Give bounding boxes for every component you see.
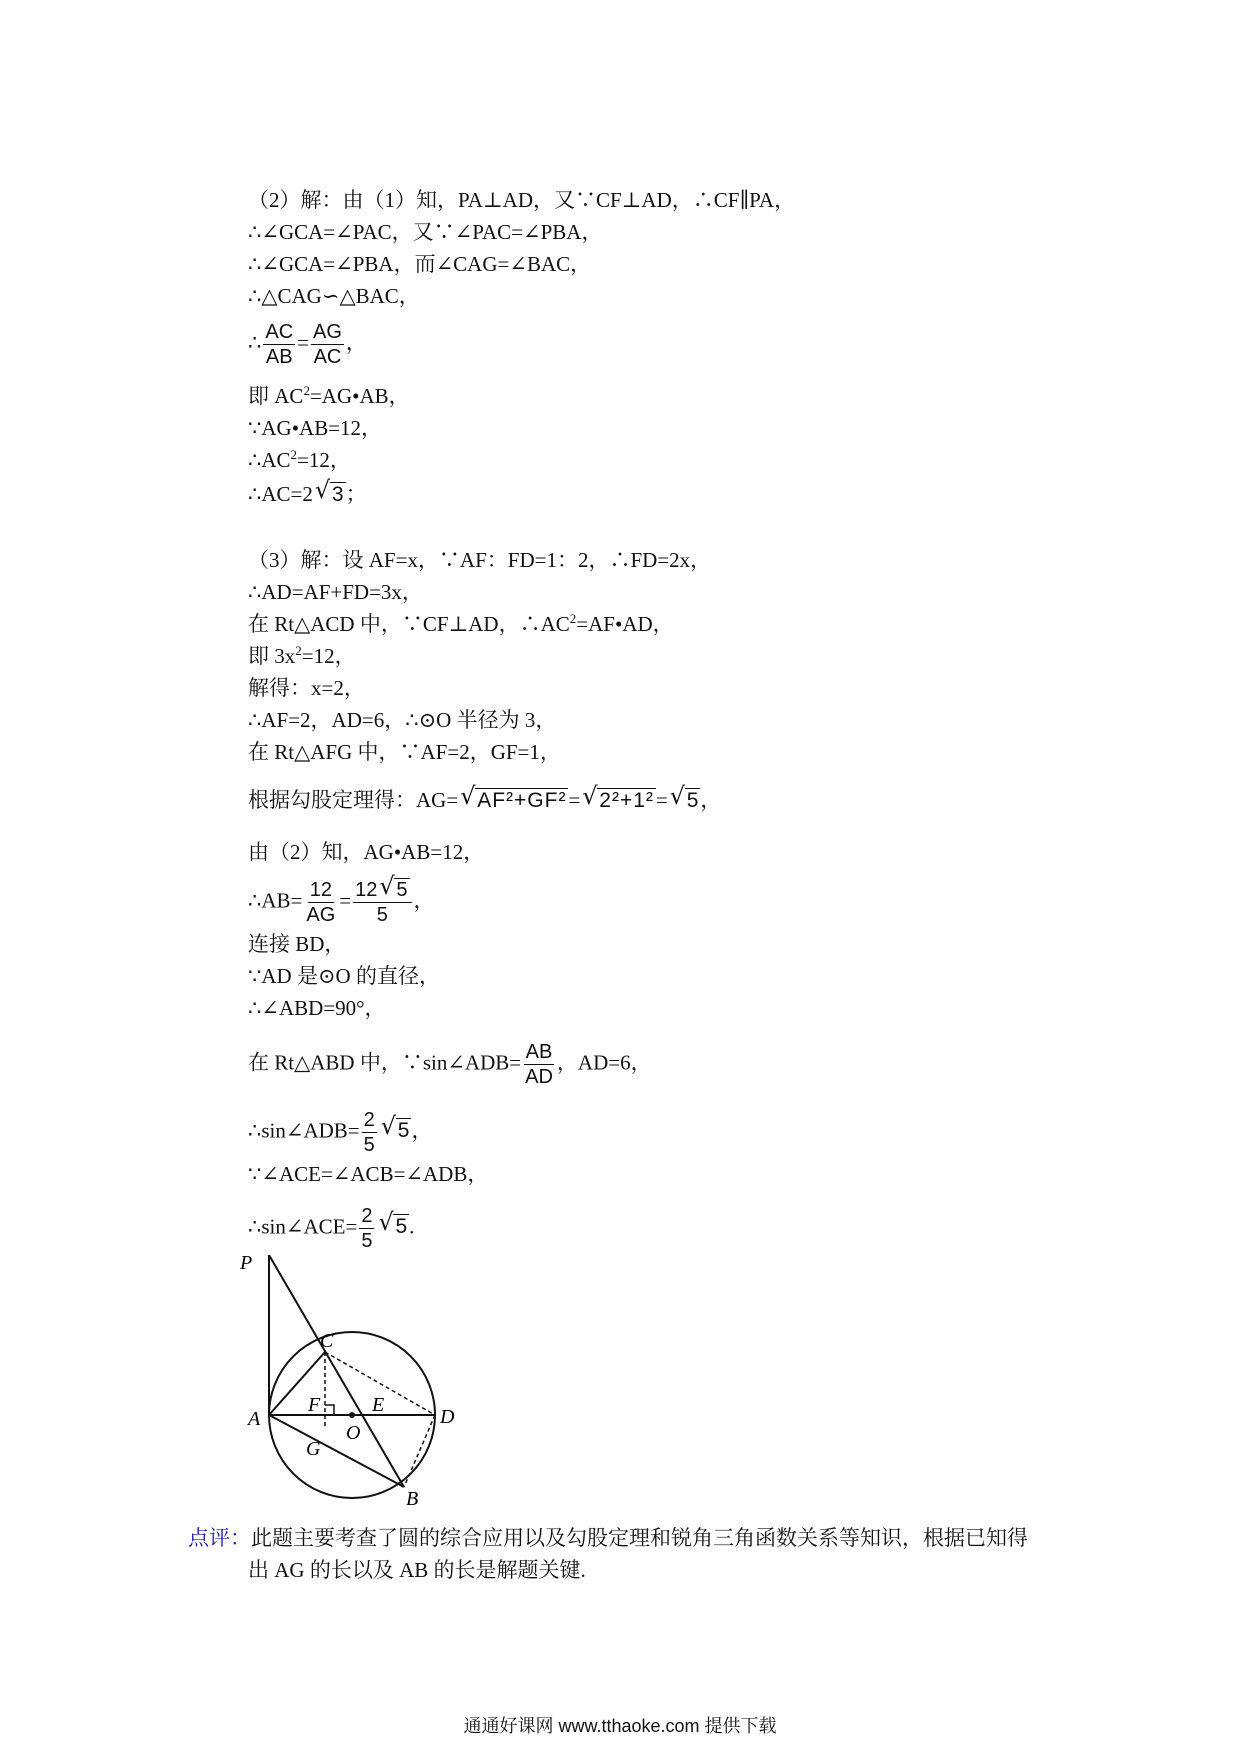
square-root xyxy=(380,1112,412,1145)
superscript: 2 xyxy=(303,383,310,398)
numerator xyxy=(353,872,411,903)
fraction xyxy=(311,320,344,369)
page-footer: 通通好课网 www.tthaoke.com 提供下载 xyxy=(463,1716,777,1736)
label-e: E xyxy=(372,1394,385,1416)
part2-line3: ∴∠GCA=∠PBA，而∠CAG=∠BAC， xyxy=(248,252,592,276)
numerator: 2 xyxy=(363,1109,375,1131)
radical-sign: √ xyxy=(314,476,331,504)
denominator: AG xyxy=(306,904,336,926)
text: ； xyxy=(345,482,367,506)
text: 根据勾股定理得：AG= xyxy=(248,788,459,812)
denominator: AD xyxy=(525,1066,553,1088)
radical-sign: √ xyxy=(379,872,395,900)
fraction xyxy=(362,1108,377,1157)
numerator-coefficient: 12 xyxy=(355,879,378,901)
part3-line6: ∴AF=2，AD=6，∴⊙O 半径为 3， xyxy=(248,708,557,732)
equals: = xyxy=(339,888,352,913)
part3-line7: 在 Rt△AFG 中，∵AF=2，GF=1， xyxy=(248,740,561,764)
label-f: F xyxy=(308,1394,321,1416)
label-d: D xyxy=(440,1406,455,1428)
fraction xyxy=(523,1040,555,1089)
label-c: C xyxy=(320,1330,334,1352)
radicand: 5 xyxy=(396,879,408,901)
numerator: 2 xyxy=(361,1205,373,1227)
center-point xyxy=(349,1412,355,1418)
text: =12， xyxy=(297,448,351,472)
part3-line13: ∴∠ABD=90°， xyxy=(248,996,386,1020)
text: ， xyxy=(413,888,435,913)
radicand: 3 xyxy=(331,483,344,506)
text: . xyxy=(409,1214,415,1239)
comment-block xyxy=(188,1522,1068,1586)
geometry-figure xyxy=(240,1255,480,1515)
square-root xyxy=(582,782,656,815)
superscript: 2 xyxy=(290,447,298,462)
text: ， xyxy=(411,1118,433,1143)
text: ，AD=6， xyxy=(556,1050,652,1075)
square-root xyxy=(669,782,701,815)
denominator: AC xyxy=(313,346,342,368)
text: ∴sin∠ADB= xyxy=(248,1118,360,1143)
denominator: 5 xyxy=(361,1230,373,1252)
part3-line9: 由（2）知，AG•AB=12， xyxy=(248,840,485,864)
text: ∴AC=2 xyxy=(248,482,313,506)
part2-line7: ∵AG•AB=12， xyxy=(248,416,383,440)
part3-line16: ∵∠ACE=∠ACB=∠ADB， xyxy=(248,1162,489,1186)
denominator: 5 xyxy=(363,1134,375,1156)
numerator: AB xyxy=(525,1041,553,1063)
part2-line4: ∴△CAG∽△BAC， xyxy=(248,284,420,308)
square-root xyxy=(460,782,568,815)
radical-sign: √ xyxy=(380,1112,397,1141)
text: ∴AB= xyxy=(248,888,303,913)
denominator: 5 xyxy=(376,904,388,926)
part3-line14 xyxy=(248,1040,652,1089)
part3-line17 xyxy=(248,1204,414,1253)
text: 在 Rt△ABD 中，∵sin∠ADB= xyxy=(248,1050,522,1075)
square-root xyxy=(379,872,409,902)
superscript: 2 xyxy=(569,611,577,626)
text: =AG•AB， xyxy=(309,384,410,408)
part3-line8 xyxy=(248,782,722,815)
radical-sign: √ xyxy=(669,782,686,810)
part2-line1: （2）解：由（1）知，PA⊥AD，又∵CF⊥AD，∴CF∥PA， xyxy=(248,188,796,212)
text: ∴AC xyxy=(248,448,291,472)
fraction xyxy=(359,1204,374,1253)
square-root xyxy=(314,476,346,509)
radicand: AF²+GF² xyxy=(477,789,567,812)
numerator: AC xyxy=(265,321,294,343)
part3-line12: ∵AD 是⊙O 的直径， xyxy=(248,964,440,988)
text: =AF•AD， xyxy=(576,612,674,636)
radical-sign: √ xyxy=(582,782,598,810)
line-pb xyxy=(269,1255,404,1487)
right-angle-mark xyxy=(325,1405,334,1415)
text: 即 3x xyxy=(248,644,296,668)
part2-line5 xyxy=(248,320,367,369)
part3-line1: （3）解：设 AF=x，∵AF：FD=1：2，∴FD=2x， xyxy=(248,548,712,572)
fraction xyxy=(353,872,411,927)
superscript: 2 xyxy=(295,643,302,658)
radicand: 5 xyxy=(686,789,699,812)
equals: = xyxy=(655,788,668,812)
text: =12， xyxy=(301,644,356,668)
text: ， xyxy=(345,330,367,355)
comment-line2: 出 AG 的长以及 AB 的长是解题关键. xyxy=(248,1558,586,1582)
fraction xyxy=(304,878,337,927)
numerator: 12 xyxy=(309,879,332,901)
radicand: 5 xyxy=(397,1119,410,1143)
comment-label: 点评： xyxy=(188,1526,251,1550)
line-bd-dashed xyxy=(404,1415,435,1487)
text: ， xyxy=(700,788,722,812)
text: ∴ xyxy=(248,330,262,355)
label-o: O xyxy=(346,1422,361,1444)
text: ∴sin∠ACE= xyxy=(248,1214,358,1239)
label-p: P xyxy=(240,1255,253,1274)
text: 即 AC xyxy=(248,384,304,408)
part2-line6 xyxy=(248,382,410,410)
part3-line15 xyxy=(248,1108,432,1157)
part2-line8 xyxy=(248,446,351,474)
numerator: AG xyxy=(313,321,342,343)
denominator: AB xyxy=(265,346,293,368)
radical-sign: √ xyxy=(460,782,476,810)
equals: = xyxy=(297,330,310,355)
fraction xyxy=(263,320,295,369)
radicand: 2²+1² xyxy=(599,789,654,812)
part3-line10 xyxy=(248,872,435,927)
comment-line1 xyxy=(188,1522,1068,1554)
part3-line3 xyxy=(248,610,674,638)
part2-line9 xyxy=(248,476,367,509)
part3-line2: ∴AD=AF+FD=3x， xyxy=(248,580,423,604)
text: 在 Rt△ACD 中，∵CF⊥AD，∴AC xyxy=(248,612,570,636)
label-b: B xyxy=(406,1488,419,1510)
label-g: G xyxy=(306,1438,321,1460)
part2-line2: ∴∠GCA=∠PAC，又∵∠PAC=∠PBA， xyxy=(248,220,603,244)
square-root xyxy=(378,1208,409,1241)
radical-sign: √ xyxy=(378,1208,394,1237)
part3-line5: 解得：x=2， xyxy=(248,676,365,700)
equals: = xyxy=(568,788,581,812)
radicand: 5 xyxy=(395,1215,408,1239)
comment-text1: 此题主要考查了圆的综合应用以及勾股定理和锐角三角函数关系等知识，根据已知得 xyxy=(251,1526,1028,1550)
part3-line11: 连接 BD， xyxy=(248,932,346,956)
part3-line4 xyxy=(248,642,356,670)
label-a: A xyxy=(248,1408,261,1430)
